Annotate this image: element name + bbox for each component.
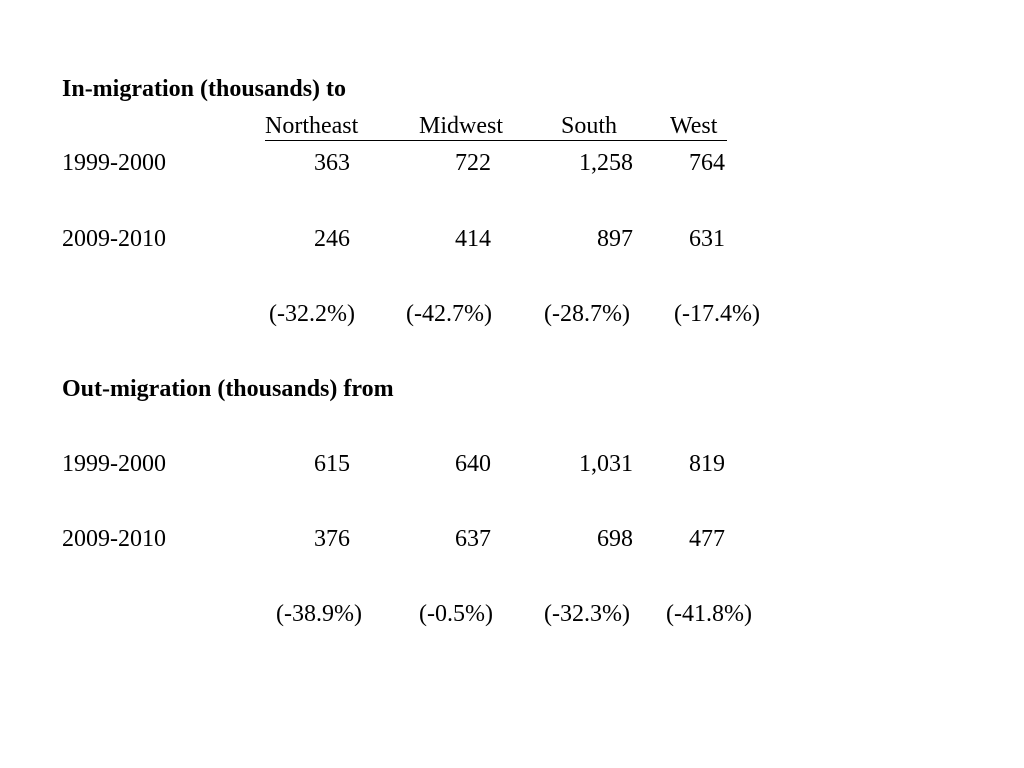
out-change-percent: (-32.3%) — [544, 601, 630, 627]
column-header-northeast: Northeast — [265, 113, 359, 139]
in-row-value: 897 — [597, 226, 633, 252]
in-row-value: 631 — [689, 226, 725, 252]
out-row-value: 615 — [314, 451, 350, 477]
column-header-midwest: Midwest — [419, 113, 503, 139]
out-change-percent: (-38.9%) — [276, 601, 362, 627]
out-row-value: 637 — [455, 526, 491, 552]
out-row-value: 1,031 — [579, 451, 633, 477]
out-row-value: 477 — [689, 526, 725, 552]
in-change-percent: (-32.2%) — [269, 301, 355, 327]
in-change-percent: (-17.4%) — [674, 301, 760, 327]
in-row-label: 1999-2000 — [62, 150, 166, 176]
out-change-percent: (-41.8%) — [666, 601, 752, 627]
column-header-row — [265, 111, 727, 141]
column-header-south: South — [561, 113, 618, 139]
in-row-value: 246 — [314, 226, 350, 252]
out-row-value: 698 — [597, 526, 633, 552]
in-row-value: 722 — [455, 150, 491, 176]
in-row-value: 363 — [314, 150, 350, 176]
out-row-label: 1999-2000 — [62, 451, 166, 477]
in-row-value: 764 — [689, 150, 725, 176]
in-row-value: 1,258 — [579, 150, 633, 176]
out-row-value: 640 — [455, 451, 491, 477]
out-row-value: 376 — [314, 526, 350, 552]
out-row-label: 2009-2010 — [62, 526, 166, 552]
out-row-value: 819 — [689, 451, 725, 477]
column-header-west: West — [670, 113, 718, 139]
out-migration-title: Out-migration (thousands) from — [62, 376, 394, 402]
in-change-percent: (-28.7%) — [544, 301, 630, 327]
in-row-label: 2009-2010 — [62, 226, 166, 252]
in-migration-title: In-migration (thousands) to — [62, 76, 347, 102]
in-change-percent: (-42.7%) — [406, 301, 492, 327]
in-row-value: 414 — [455, 226, 491, 252]
out-change-percent: (-0.5%) — [419, 601, 493, 627]
